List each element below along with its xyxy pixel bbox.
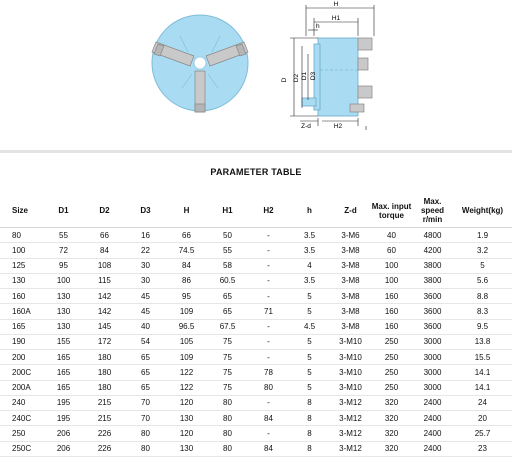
column-header: Max. input torque [371, 194, 412, 228]
table-cell: 84 [166, 258, 207, 273]
table-cell: 3600 [412, 289, 453, 304]
table-cell: 3-M12 [330, 426, 371, 441]
table-cell: 130 [0, 273, 43, 288]
table-cell: 3-M6 [330, 228, 371, 243]
table-cell: 25.7 [453, 426, 512, 441]
table-cell: 66 [84, 228, 125, 243]
table-cell: 74.5 [166, 243, 207, 258]
table-cell: 165 [0, 319, 43, 334]
table-cell: 226 [84, 441, 125, 456]
table-cell: 145 [84, 319, 125, 334]
column-header: H2 [248, 194, 289, 228]
table-cell: 109 [166, 304, 207, 319]
table-cell: 2400 [412, 411, 453, 426]
table-cell: 1.9 [453, 228, 512, 243]
table-cell: 250 [371, 334, 412, 349]
table-cell: 3-M8 [330, 273, 371, 288]
table-cell: 160 [371, 304, 412, 319]
dim-h: h [316, 23, 320, 30]
table-cell: 3-M12 [330, 441, 371, 456]
table-row [0, 319, 512, 334]
table-cell: 84 [84, 243, 125, 258]
table-cell: 206 [43, 441, 84, 456]
table-cell: 215 [84, 395, 125, 410]
table-row [0, 304, 512, 319]
table-cell: 78 [248, 365, 289, 380]
table-cell: 3-M12 [330, 411, 371, 426]
column-header: D1 [43, 194, 84, 228]
dim-H: H [333, 1, 339, 8]
table-cell: 200 [0, 350, 43, 365]
table-cell: 3800 [412, 258, 453, 273]
table-cell: 3000 [412, 350, 453, 365]
table-cell: 80 [248, 380, 289, 395]
table-row [0, 273, 512, 288]
table-cell: 4.5 [289, 319, 330, 334]
table-cell: 75 [207, 380, 248, 395]
table-cell: 130 [166, 411, 207, 426]
table-cell: 60.5 [207, 273, 248, 288]
column-header: Size [0, 194, 43, 228]
table-cell: 115 [84, 273, 125, 288]
table-cell: 8 [289, 441, 330, 456]
table-cell: 122 [166, 380, 207, 395]
table-cell: 122 [166, 365, 207, 380]
table-cell: 5 [289, 350, 330, 365]
table-cell: 3-M10 [330, 380, 371, 395]
table-cell: 195 [43, 411, 84, 426]
table-cell: 8.8 [453, 289, 512, 304]
table-cell: 3.2 [453, 243, 512, 258]
table-cell: 65 [207, 304, 248, 319]
table-cell: 4200 [412, 243, 453, 258]
table-title: PARAMETER TABLE [210, 167, 302, 177]
table-cell: 2400 [412, 426, 453, 441]
table-cell: 5 [289, 304, 330, 319]
table-cell: 14.1 [453, 380, 512, 395]
table-cell: 100 [0, 243, 43, 258]
table-cell: 3600 [412, 319, 453, 334]
table-cell: 190 [0, 334, 43, 349]
table-cell: 13.8 [453, 334, 512, 349]
table-cell: - [248, 273, 289, 288]
table-cell: - [248, 426, 289, 441]
table-row [0, 243, 512, 258]
table-row [0, 380, 512, 395]
table-cell: 40 [371, 228, 412, 243]
table-cell: 120 [166, 426, 207, 441]
table-cell: 3-M8 [330, 289, 371, 304]
table-cell: 8 [289, 411, 330, 426]
table-cell: 3-M10 [330, 350, 371, 365]
table-cell: 155 [43, 334, 84, 349]
table-cell: 250C [0, 441, 43, 456]
table-cell: - [248, 334, 289, 349]
table-cell: 215 [84, 411, 125, 426]
table-cell: 160 [371, 319, 412, 334]
table-cell: 226 [84, 426, 125, 441]
table-cell: 3800 [412, 273, 453, 288]
dim-D1: D1 [301, 71, 308, 81]
table-cell: 80 [207, 441, 248, 456]
table-cell: 5 [289, 380, 330, 395]
table-cell: 5.6 [453, 273, 512, 288]
table-cell: 250 [0, 426, 43, 441]
table-cell: 320 [371, 411, 412, 426]
table-cell: 180 [84, 350, 125, 365]
table-cell: 8 [289, 395, 330, 410]
table-row [0, 258, 512, 273]
table-cell: 8 [289, 426, 330, 441]
table-row [0, 411, 512, 426]
table-cell: 58 [207, 258, 248, 273]
table-cell: - [248, 319, 289, 334]
table-cell: 80 [207, 395, 248, 410]
section-divider [0, 150, 512, 153]
table-cell: 20 [453, 411, 512, 426]
table-cell: - [248, 350, 289, 365]
table-cell: 100 [43, 273, 84, 288]
table-cell: 130 [43, 304, 84, 319]
table-cell: 75 [207, 334, 248, 349]
table-cell: 142 [84, 304, 125, 319]
table-cell: 86 [166, 273, 207, 288]
dim-D3: D3 [310, 71, 317, 81]
table-cell: 23 [453, 441, 512, 456]
table-header-row [0, 194, 512, 228]
parameter-table [0, 194, 512, 457]
table-cell: 320 [371, 426, 412, 441]
column-header: h [289, 194, 330, 228]
table-cell: 206 [43, 426, 84, 441]
table-cell: 3000 [412, 380, 453, 395]
table-cell: 80 [125, 426, 166, 441]
table-cell: 160 [0, 289, 43, 304]
table-cell: 9.5 [453, 319, 512, 334]
table-cell: 84 [248, 441, 289, 456]
table-cell: 180 [84, 365, 125, 380]
table-cell: 180 [84, 380, 125, 395]
table-cell: 2400 [412, 395, 453, 410]
table-row [0, 350, 512, 365]
table-cell: 3-M12 [330, 395, 371, 410]
table-cell: 250 [371, 380, 412, 395]
table-cell: 60 [371, 243, 412, 258]
column-header: Max. speed r/min [412, 194, 453, 228]
dim-H2: H2 [333, 123, 343, 130]
table-cell: 165 [43, 365, 84, 380]
table-cell: 80 [207, 426, 248, 441]
table-cell: 3-M8 [330, 319, 371, 334]
table-cell: 75 [207, 350, 248, 365]
table-cell: 95 [166, 289, 207, 304]
table-row [0, 395, 512, 410]
table-cell: 240 [0, 395, 43, 410]
table-cell: 4 [289, 258, 330, 273]
table-cell: 72 [43, 243, 84, 258]
table-cell: 66 [166, 228, 207, 243]
table-cell: 5 [453, 258, 512, 273]
table-row [0, 228, 512, 243]
table-cell: 3.5 [289, 273, 330, 288]
table-cell: 84 [248, 411, 289, 426]
table-cell: 80 [125, 441, 166, 456]
table-cell: 16 [125, 228, 166, 243]
table-cell: 130 [43, 289, 84, 304]
table-cell: 95 [43, 258, 84, 273]
table-cell: - [248, 243, 289, 258]
table-cell: 3000 [412, 365, 453, 380]
table-cell: 120 [166, 395, 207, 410]
table-cell: 130 [43, 319, 84, 334]
table-cell: 96.5 [166, 319, 207, 334]
table-cell: 71 [248, 304, 289, 319]
table-cell: 4800 [412, 228, 453, 243]
table-cell: 3-M10 [330, 365, 371, 380]
table-cell: 105 [166, 334, 207, 349]
table-cell: 54 [125, 334, 166, 349]
table-cell: 65 [125, 380, 166, 395]
table-cell: 320 [371, 441, 412, 456]
table-cell: 45 [125, 304, 166, 319]
column-header: Weight(kg) [453, 194, 512, 228]
table-cell: 8.3 [453, 304, 512, 319]
table-cell: 80 [207, 411, 248, 426]
table-cell: 3000 [412, 334, 453, 349]
column-header: Z-d [330, 194, 371, 228]
table-cell: 70 [125, 411, 166, 426]
table-cell: 65 [125, 365, 166, 380]
table-cell: 45 [125, 289, 166, 304]
table-cell: 55 [207, 243, 248, 258]
table-cell: 3.5 [289, 243, 330, 258]
table-cell: 70 [125, 395, 166, 410]
table-cell: 3.5 [289, 228, 330, 243]
table-cell: 3600 [412, 304, 453, 319]
table-cell: 65 [207, 289, 248, 304]
table-cell: 30 [125, 273, 166, 288]
dim-D2: D2 [293, 73, 300, 83]
column-header: D3 [125, 194, 166, 228]
table-cell: 200C [0, 365, 43, 380]
table-cell: 5 [289, 365, 330, 380]
dim-Zd: Z-d [301, 123, 311, 130]
table-cell: 100 [371, 258, 412, 273]
table-cell: 200A [0, 380, 43, 395]
table-cell: 15.5 [453, 350, 512, 365]
table-cell: 320 [371, 395, 412, 410]
table-cell: - [248, 228, 289, 243]
table-cell: 172 [84, 334, 125, 349]
table-cell: 5 [289, 334, 330, 349]
table-row [0, 289, 512, 304]
dim-H1: H1 [331, 15, 341, 22]
table-row [0, 441, 512, 456]
table-cell: 240C [0, 411, 43, 426]
jaw-bottom [195, 71, 205, 112]
table-row [0, 334, 512, 349]
table-cell: 160 [371, 289, 412, 304]
table-cell: - [248, 289, 289, 304]
table-cell: 165 [43, 350, 84, 365]
table-cell: 250 [371, 365, 412, 380]
chuck-side-view [276, 0, 386, 140]
table-cell: 195 [43, 395, 84, 410]
table-cell: - [248, 258, 289, 273]
table-cell: 50 [207, 228, 248, 243]
table-cell: 160A [0, 304, 43, 319]
table-cell: 250 [371, 350, 412, 365]
table-cell: 65 [125, 350, 166, 365]
table-cell: 3-M8 [330, 243, 371, 258]
dim-D: D [281, 77, 288, 83]
table-cell: 30 [125, 258, 166, 273]
table-cell: 55 [43, 228, 84, 243]
technical-drawings [0, 0, 512, 140]
table-cell: - [248, 395, 289, 410]
table-cell: 22 [125, 243, 166, 258]
table-cell: 14.1 [453, 365, 512, 380]
table-cell: 40 [125, 319, 166, 334]
table-cell: 75 [207, 365, 248, 380]
table-cell: 125 [0, 258, 43, 273]
table-cell: 142 [84, 289, 125, 304]
table-cell: 2400 [412, 441, 453, 456]
table-cell: 130 [166, 441, 207, 456]
table-cell: 3-M10 [330, 334, 371, 349]
table-cell: 109 [166, 350, 207, 365]
table-cell: 3-M8 [330, 258, 371, 273]
table-cell: 165 [43, 380, 84, 395]
table-cell: 108 [84, 258, 125, 273]
column-header: D2 [84, 194, 125, 228]
table-cell: 100 [371, 273, 412, 288]
table-row [0, 365, 512, 380]
table-cell: 80 [0, 228, 43, 243]
table-cell: 24 [453, 395, 512, 410]
column-header: H1 [207, 194, 248, 228]
table-cell: 3-M8 [330, 304, 371, 319]
column-header: H [166, 194, 207, 228]
table-cell: 5 [289, 289, 330, 304]
table-cell: 67.5 [207, 319, 248, 334]
